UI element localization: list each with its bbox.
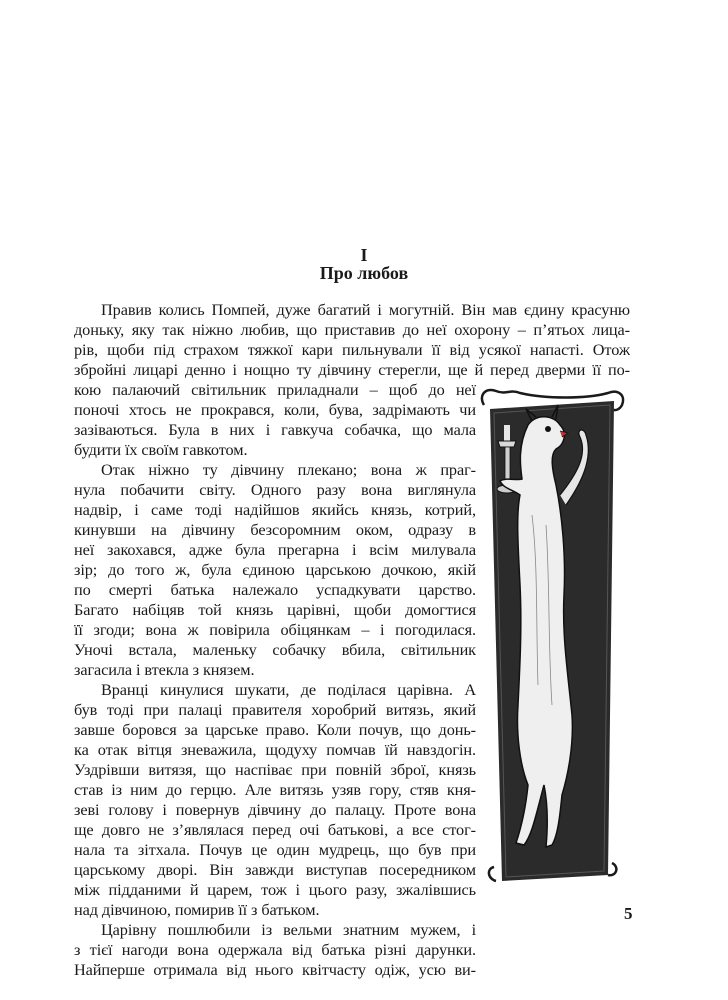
text-line: завше боровся за царське право. Коли почув, що донь- — [74, 720, 476, 739]
text-line: ще довго не з’являлася перед очі батькові, а все стог- — [74, 820, 476, 839]
text-line: рів, щоби під страхом тяжкої кари пильнували її від усякої напасті. Отож — [74, 340, 630, 359]
chapter-numeral: I — [360, 245, 368, 265]
text-line: Найперше отримала від нього квітчасту одіж, усю ви- — [74, 960, 476, 979]
text-line: зазіваються. Була в них і гавкуча собачка, що мала — [74, 420, 476, 439]
text-line: надвір, і саме тоді надійшов якийсь князь, котрий, — [74, 500, 476, 519]
text-line: ка отак вітця зневажила, щодуху помчав їй навздогін. — [74, 740, 476, 759]
text-line: з тієї нагоди вона одержала від батька різні дарунки. — [74, 940, 476, 959]
text-line: кою палаючий світильник приладнали – щоб до неї — [74, 380, 476, 399]
text-line: по смерті батька належало успадкувати царство. — [74, 580, 476, 599]
text-line: кинувши на дівчину безсоромним оком, одразу в — [74, 520, 476, 539]
text-line: став із ним до герцю. Але витязь узяв гору, стяв кня- — [74, 780, 476, 799]
text-line: загасила і втекла з князем. — [74, 660, 255, 679]
text-line: поночі хтось не прокрався, коли, бува, задрімають чи — [74, 400, 476, 419]
text-line: був тоді при палаці правителя хоробрий витязь, який — [74, 700, 476, 719]
text-line: Вранці кинулися шукати, де поділася царівна. А — [101, 680, 476, 699]
text-line: Багато набіцяв той князь царівні, щоби домогтися — [74, 600, 476, 619]
text-line: нала та зітхала. Почув це один мудрець, що був при — [74, 840, 476, 859]
text-line: зір; до того ж, була єдиною царською дочкою, якій — [74, 560, 476, 579]
text-line: Царівну пошлюбили із вельми знатним мужем, і — [101, 920, 476, 939]
text-line: над дівчиною, помирив її з батьком. — [74, 900, 320, 919]
illuminated-initial-illustration — [476, 385, 628, 885]
text-line: Правив колись Помпей, дуже багатий і могутній. Він мав єдину красуню — [101, 300, 630, 319]
text-line: зеві голову і повернув дівчину до палацу. Проте вона — [74, 800, 476, 819]
text-line: Отак ніжно ту дівчину плекано; вона ж праг- — [101, 460, 476, 479]
page-number: 5 — [624, 904, 633, 923]
text-line: нула побачити світу. Одного разу вона виглянула — [74, 480, 476, 499]
text-line: збройні лицарі денно і нощно ту дівчину стерегли, ще й перед дверми її по- — [74, 360, 630, 379]
text-line: її згоди; вона ж повірила обіцянкам – і погодилася. — [74, 620, 476, 639]
text-line: Уночі встала, маленьку собачку вбила, світильник — [74, 640, 476, 659]
text-line: між підданими й царем, тож і цього разу, зжалівшись — [74, 880, 476, 899]
text-line: будити їх своїм гавкотом. — [74, 440, 248, 459]
chapter-title: Про любов — [319, 263, 409, 283]
text-line: царському дворі. Він завжди виступав посередником — [74, 860, 476, 879]
text-line: Уздрівши витязя, що наспіває при повній зброї, князь — [74, 760, 476, 779]
text-line: доньку, яку так ніжно любив, що приставив до неї охорону – п’ятьох лица- — [74, 320, 630, 339]
text-line: неї закохався, адже була прегарна і всім милувала — [74, 540, 476, 559]
